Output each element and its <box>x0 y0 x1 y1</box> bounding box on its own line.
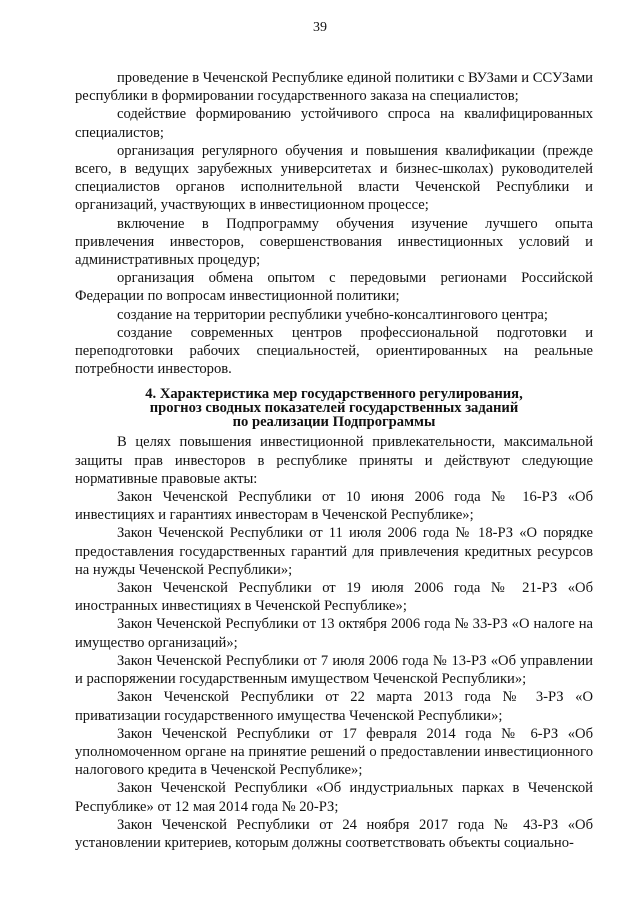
paragraph: В целях повышения инвестиционной привлекательности, максимальной защиты прав инвесторов в республике приняты и действуют следующие нормативные правовые акты: <box>75 434 593 487</box>
section-heading-line: 4. Характеристика мер государственного регулирования, <box>145 386 523 403</box>
paragraph: организация регулярного обучения и повышения квалификации (прежде всего, в ведущих зарубежных университетах и бизнес-школах) руководителей специалистов органов исполнительной власти Чеченской Республики и организаций, участвующих в инвестиционном процессе; <box>75 142 593 214</box>
paragraph: проведение в Чеченской Республике единой политики с ВУЗами и ССУЗами республики в формировании государственного заказа на специалистов; <box>75 70 593 105</box>
law-item: Закон Чеченской Республики от 7 июля 2006 года № 13-РЗ «Об управлении и распоряжении государственным имуществом Чеченской Республики»; <box>75 652 593 688</box>
paragraph: организация обмена опытом с передовыми регионами Российской Федерации по вопросам инвестиционной политики; <box>75 270 593 305</box>
law-item: Закон Чеченской Республики от 24 ноября 2017 года № 43-РЗ «Об установлении критериев, которым должны соответствовать объекты социально- <box>75 816 593 851</box>
law-item: Закон Чеченской Республики от 17 февраля 2014 года № 6-РЗ «Об уполномоченном органе на принятие решений о предоставлении инвестиционного налогового кредита в Чеченской Республике»; <box>75 725 593 779</box>
paragraph: включение в Подпрограмму обучения изучение лучшего опыта привлечения инвесторов, совершенствования инвестиционных условий и административных процедур; <box>75 215 593 269</box>
document-body <box>75 69 593 852</box>
law-item: Закон Чеченской Республики от 10 июня 2006 года № 16-РЗ «Об инвестициях и гарантиях инвесторам в Чеченской Республике»; <box>75 489 593 524</box>
law-item: Закон Чеченской Республики от 13 октября 2006 года № 33-РЗ «О налоге на имущество организаций»; <box>75 616 593 651</box>
law-item: Закон Чеченской Республики от 22 марта 2013 года № 3-РЗ «О приватизации государственного имущества Чеченской Республики»; <box>75 689 593 724</box>
law-item: Закон Чеченской Республики «Об индустриальных парках в Чеченской Республике» от 12 мая 2014 года № 20-РЗ; <box>75 780 593 815</box>
paragraph: содействие формированию устойчивого спроса на квалифицированных специалистов; <box>75 106 593 141</box>
section-heading <box>75 387 593 429</box>
paragraph: создание на территории республики учебно-консалтингового центра; <box>117 306 548 323</box>
paragraph: создание современных центров профессиональной подготовки и переподготовки рабочих специальностей, ориентированных на реальные потребности инвесторов. <box>75 324 593 378</box>
section-heading-line: прогноз сводных показателей государственных заданий <box>149 400 519 417</box>
page-number: 39 <box>313 20 327 35</box>
section-heading-line: по реализации Подпрограммы <box>232 414 436 431</box>
law-item: Закон Чеченской Республики от 19 июля 2006 года № 21-РЗ «Об иностранных инвестициях в Чеченской Республике»; <box>75 580 593 615</box>
law-item: Закон Чеченской Республики от 11 июля 2006 года № 18-РЗ «О порядке предоставления государственных гарантий для привлечения кредитных ресурсов на нужды Чеченской Республики»; <box>75 525 593 578</box>
